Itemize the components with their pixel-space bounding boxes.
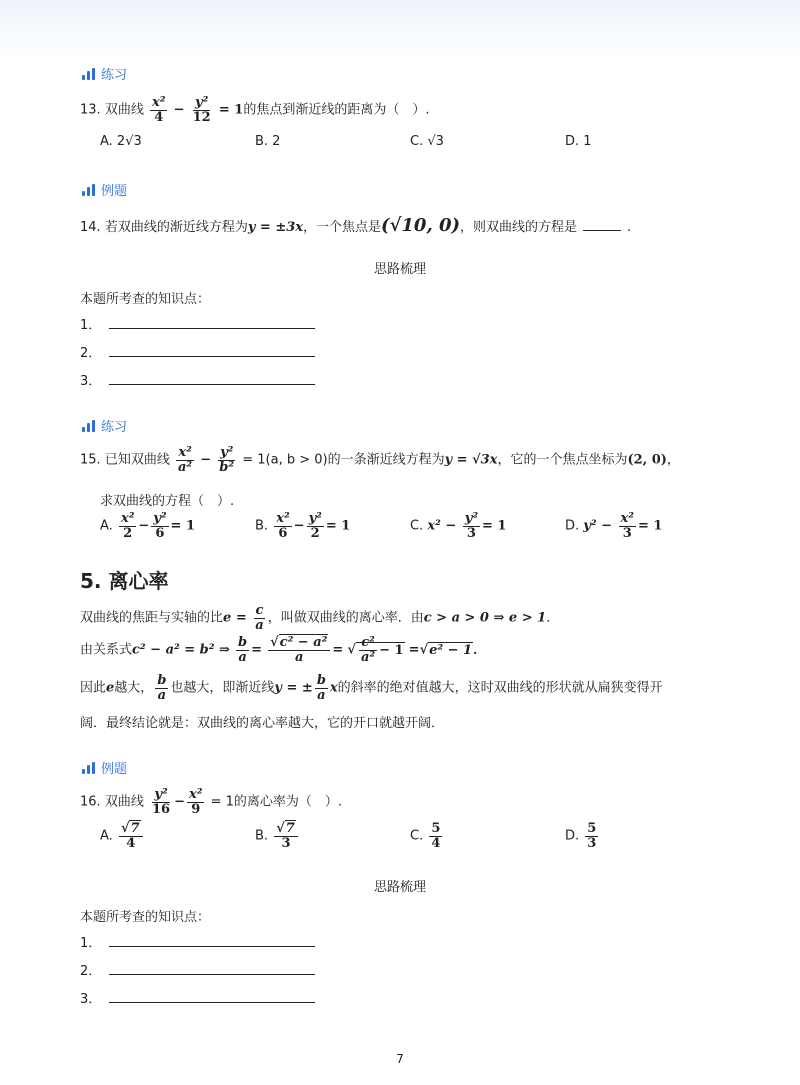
question-15: 15. 已知双曲线 $\frac{\text{x²}}{\text{a²}}$ − $\frac{\text{y²}}{\text{b²}}$ = 1(a, b > 0)的一条渐近线方程为y = √3x，它的一个焦点坐标为(2, 0)， — [80, 445, 680, 475]
option-d[interactable]: D. $\frac{5}{3}$ — [565, 821, 597, 851]
option-a[interactable]: A. 2√3 — [100, 134, 142, 149]
blank-line-3[interactable]: 3． — [80, 370, 315, 389]
question-13: 13. 双曲线 $\frac{\text{x²}}{4}$ − $\frac{\text{y²}}{12}$ = 1的焦点到渐近线的距离为（ ）. — [80, 95, 430, 125]
blank-line-2[interactable]: 2． — [80, 342, 315, 361]
option-b[interactable]: B. 2 — [255, 134, 281, 149]
option-c[interactable]: C. √3 — [410, 134, 444, 149]
section-header-example — [82, 758, 127, 777]
option-d[interactable]: D. 1 — [565, 134, 592, 149]
option-a[interactable]: A. $\frac{√7}{4}$ — [100, 822, 145, 850]
bar-chart-icon — [82, 420, 95, 432]
question-14: 14. 若双曲线的渐近线方程为y = ±3x，一个焦点是(√10, 0)，则双曲线的方程是 . — [80, 215, 632, 236]
section-label: 例题 — [101, 184, 128, 199]
blank-line-3[interactable]: 3． — [80, 988, 315, 1007]
section-label: 例题 — [101, 762, 128, 777]
paragraph-4: 阔．最终结论就是：双曲线的离心率越大，它的开口就越开阔． — [80, 716, 445, 731]
option-b[interactable]: B. $\frac{√7}{3}$ — [255, 822, 300, 850]
page-number: 7 — [396, 1052, 404, 1066]
option-b[interactable]: B. $\frac{\text{x²}}{6}$ − $\frac{\text{y²}}{2}$ = 1 — [255, 511, 351, 541]
blank-line-1[interactable]: 1． — [80, 314, 315, 333]
paragraph-1: 双曲线的焦距与实轴的比e = $\frac{c}{a}$ ，叫做双曲线的离心率．由c > a > 0 ⇒ e > 1． — [80, 603, 560, 633]
knowledge-label: 本题所考查的知识点： — [80, 292, 211, 307]
blank-line-2[interactable]: 2． — [80, 960, 315, 979]
bar-chart-icon — [82, 762, 95, 774]
bar-chart-icon — [82, 184, 95, 196]
question-15-line2: 求双曲线的方程（ ）. — [100, 494, 235, 509]
bar-chart-icon — [82, 68, 95, 80]
section-header-practice — [82, 416, 127, 435]
section-5-title: 5. 离心率 — [80, 569, 169, 593]
paragraph-3: 因此e越大， $\frac{b}{a}$ 也越大，即渐近线y = ± $\frac{b}{a}$ x的斜率的绝对值越大，这时双曲线的形状就从扁狭变得开 — [80, 673, 663, 703]
fraction: $\frac{\text{y²}}{\text{b²}}$ — [219, 445, 235, 475]
question-16: 16. 双曲线 $\frac{\text{y²}}{16}$ − $\frac{\text{x²}}{9}$ = 1的离心率为（ ）. — [80, 787, 343, 817]
section-label: 练习 — [101, 420, 128, 435]
blank-line-1[interactable]: 1． — [80, 932, 315, 951]
option-c[interactable]: C. $\frac{5}{4}$ — [410, 821, 441, 851]
section-header-practice — [82, 64, 127, 83]
option-d[interactable]: D. y² − $\frac{\text{x²}}{3}$ = 1 — [565, 511, 663, 541]
answer-blank[interactable] — [583, 230, 621, 231]
knowledge-label: 本题所考查的知识点： — [80, 910, 211, 925]
fraction: $\frac{\text{y²}}{12}$ — [192, 95, 211, 125]
thinking-title: 思路梳理 — [373, 262, 426, 277]
section-header-example — [82, 180, 127, 199]
paragraph-2: 由关系式c² − a² = b² ⇒ $\frac{b}{a}$ = $\frac{\text{√c² − a²}}{a}$ = √ $\frac{\text{c²}}{\text{a²}}$ − 1 =√e² − 1． — [80, 635, 487, 665]
thinking-title: 思路梳理 — [373, 880, 426, 895]
option-c[interactable]: C. x² − $\frac{\text{y²}}{3}$ = 1 — [410, 511, 507, 541]
option-a[interactable]: A. $\frac{\text{x²}}{2}$ − $\frac{\text{y²}}{6}$ = 1 — [100, 511, 196, 541]
section-label: 练习 — [101, 68, 128, 83]
fraction: $\frac{\text{x²}}{4}$ — [151, 95, 166, 125]
fraction: $\frac{\text{x²}}{\text{a²}}$ — [177, 445, 193, 475]
